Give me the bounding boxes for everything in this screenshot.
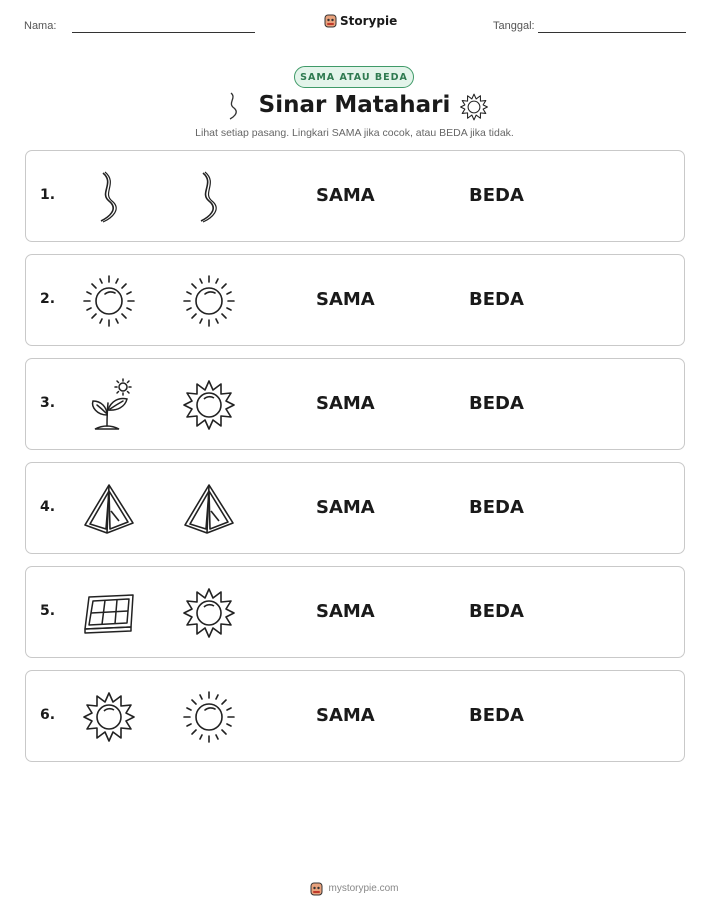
question-number: 1. <box>40 187 56 203</box>
option-different[interactable]: BEDA <box>469 289 524 310</box>
question-row <box>25 150 685 242</box>
ray-icon <box>81 169 137 225</box>
question-row <box>25 566 685 658</box>
question-number: 5. <box>40 603 56 619</box>
option-different[interactable]: BEDA <box>469 497 524 518</box>
sunflower-sun-icon <box>81 689 137 745</box>
question-row <box>25 254 685 346</box>
option-same[interactable]: SAMA <box>316 497 375 518</box>
ray-icon <box>181 169 237 225</box>
option-same[interactable]: SAMA <box>316 185 375 206</box>
question-row <box>25 462 685 554</box>
name-line[interactable] <box>72 32 255 33</box>
question-number: 2. <box>40 291 56 307</box>
question-number: 6. <box>40 707 56 723</box>
option-same[interactable]: SAMA <box>316 601 375 622</box>
sun-icon <box>181 689 237 745</box>
pyramid-icon <box>181 481 237 537</box>
sun-icon <box>81 273 137 329</box>
option-different[interactable]: BEDA <box>469 601 524 622</box>
sunflower-sun-icon <box>181 377 237 433</box>
question-row <box>25 670 685 762</box>
sunflower-sun-icon <box>459 92 489 122</box>
question-number: 3. <box>40 395 56 411</box>
solar-panel-icon <box>81 585 137 641</box>
date-label: Tanggal: <box>493 20 535 32</box>
instructions: Lihat setiap pasang. Lingkari SAMA jika cocok, atau BEDA jika tidak. <box>195 127 514 139</box>
option-same[interactable]: SAMA <box>316 705 375 726</box>
question-number: 4. <box>40 499 56 515</box>
option-different[interactable]: BEDA <box>469 393 524 414</box>
option-same[interactable]: SAMA <box>316 289 375 310</box>
pyramid-icon <box>81 481 137 537</box>
footer-url: mystorypie.com <box>328 883 399 894</box>
mascot-icon <box>310 881 323 896</box>
mascot-icon <box>324 13 337 28</box>
brand-name: Storypie <box>340 13 398 28</box>
brand-logo <box>324 13 397 28</box>
date-line[interactable] <box>538 32 686 33</box>
page-title: Sinar Matahari <box>258 92 451 118</box>
sunflower-sun-icon <box>181 585 237 641</box>
option-different[interactable]: BEDA <box>469 185 524 206</box>
sprout-icon <box>81 377 137 433</box>
question-list <box>25 150 685 774</box>
sun-icon <box>181 273 237 329</box>
question-row <box>25 358 685 450</box>
option-different[interactable]: BEDA <box>469 705 524 726</box>
activity-badge: SAMA ATAU BEDA <box>294 66 414 88</box>
option-same[interactable]: SAMA <box>316 393 375 414</box>
name-label: Nama: <box>24 20 57 32</box>
footer <box>0 881 709 896</box>
